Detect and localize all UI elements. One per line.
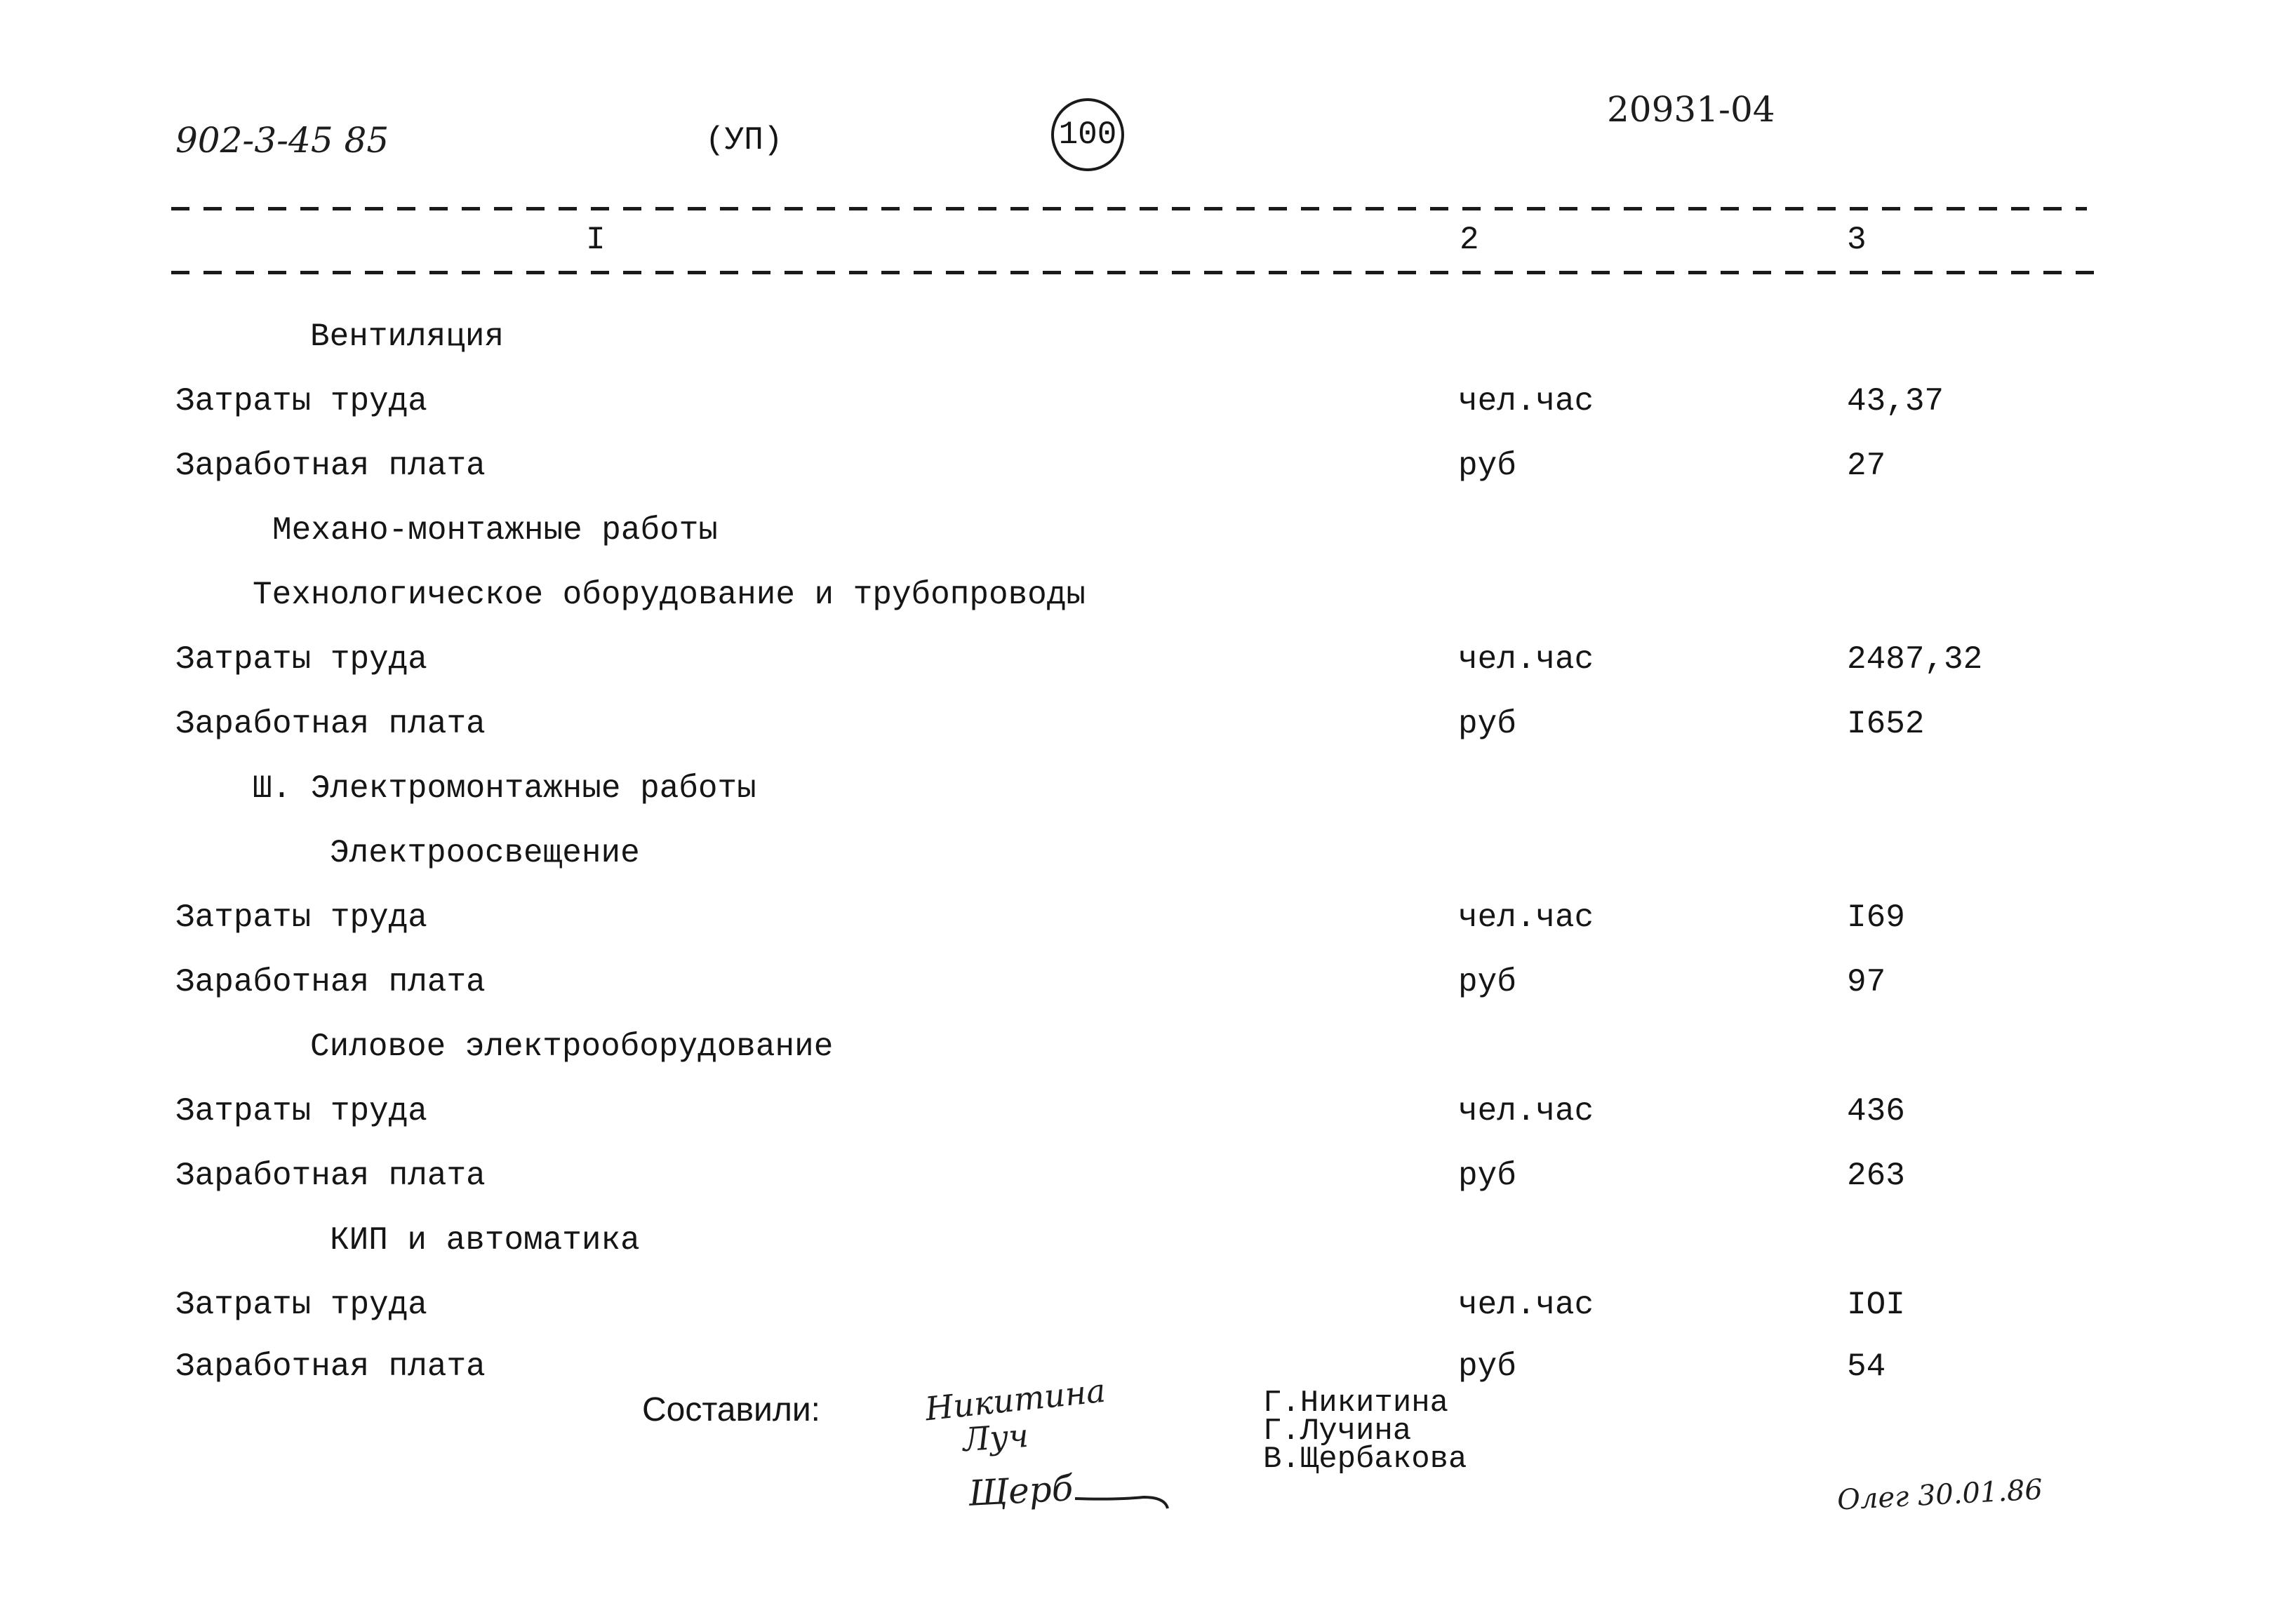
row-label: Затраты труда: [175, 641, 427, 678]
row-value: IOI: [1847, 1287, 1905, 1323]
check-note: Олег 30.01.86: [1836, 1473, 2044, 1517]
row-label: Заработная плата: [175, 964, 486, 1000]
compiler-name-2: Г.Лучина: [1263, 1414, 1412, 1449]
section-heading: КИП и автоматика: [330, 1222, 640, 1259]
section-heading: Силовое электрооборудование: [310, 1029, 834, 1065]
project-code: 902-3-45 85: [175, 120, 389, 161]
section-heading: Ш. Электромонтажные работы: [253, 770, 756, 807]
document-mark: (УП): [705, 122, 783, 159]
row-label: Затраты труда: [175, 1287, 427, 1323]
row-unit: руб: [1458, 706, 1516, 742]
row-label: Заработная плата: [175, 706, 486, 742]
row-label: Затраты труда: [175, 383, 427, 420]
signature-3: Щерб: [967, 1468, 1074, 1514]
row-value: I69: [1847, 899, 1905, 936]
signature-3-tail: [1074, 1487, 1172, 1515]
row-value: 263: [1847, 1158, 1905, 1194]
row-value: 97: [1847, 964, 1886, 1000]
column-header-1: I: [586, 222, 606, 258]
row-label: Заработная плата: [175, 448, 486, 484]
row-unit: руб: [1458, 1158, 1516, 1194]
header-rule-top: [171, 207, 2087, 210]
row-unit: чел.час: [1458, 641, 1594, 678]
row-value: 43,37: [1847, 383, 1944, 420]
row-unit: чел.час: [1458, 1093, 1594, 1130]
signature-2: Луч: [961, 1416, 1030, 1459]
column-header-2: 2: [1460, 222, 1479, 258]
row-unit: руб: [1458, 964, 1516, 1000]
row-value: 436: [1847, 1093, 1905, 1130]
row-unit: руб: [1458, 1348, 1516, 1385]
row-unit: руб: [1458, 448, 1516, 484]
column-header-3: 3: [1847, 222, 1867, 258]
inventory-number: 20931-04: [1607, 89, 1775, 130]
row-label: Затраты труда: [175, 899, 427, 936]
signature-1: Никитина: [923, 1371, 1107, 1428]
header-rule-bottom: [171, 271, 2108, 274]
row-label: Заработная плата: [175, 1348, 486, 1385]
row-value: I652: [1847, 706, 1925, 742]
compiled-by-label: Составили:: [642, 1391, 820, 1428]
row-value: 2487,32: [1847, 641, 1983, 678]
compiler-name-1: Г.Никитина: [1263, 1386, 1449, 1421]
row-label: Затраты труда: [175, 1093, 427, 1130]
row-unit: чел.час: [1458, 899, 1594, 936]
page-number: 100: [1051, 98, 1124, 171]
row-value: 27: [1847, 448, 1886, 484]
section-heading: Технологическое оборудование и трубопроводы: [253, 577, 1086, 613]
row-value: 54: [1847, 1348, 1886, 1385]
row-label: Заработная плата: [175, 1158, 486, 1194]
section-heading: Электроосвещение: [330, 835, 640, 871]
row-unit: чел.час: [1458, 1287, 1594, 1323]
compiler-name-3: В.Щербакова: [1263, 1442, 1467, 1477]
row-unit: чел.час: [1458, 383, 1594, 420]
section-heading: Механо-монтажные работы: [272, 512, 718, 549]
section-heading: Вентиляция: [310, 319, 505, 355]
